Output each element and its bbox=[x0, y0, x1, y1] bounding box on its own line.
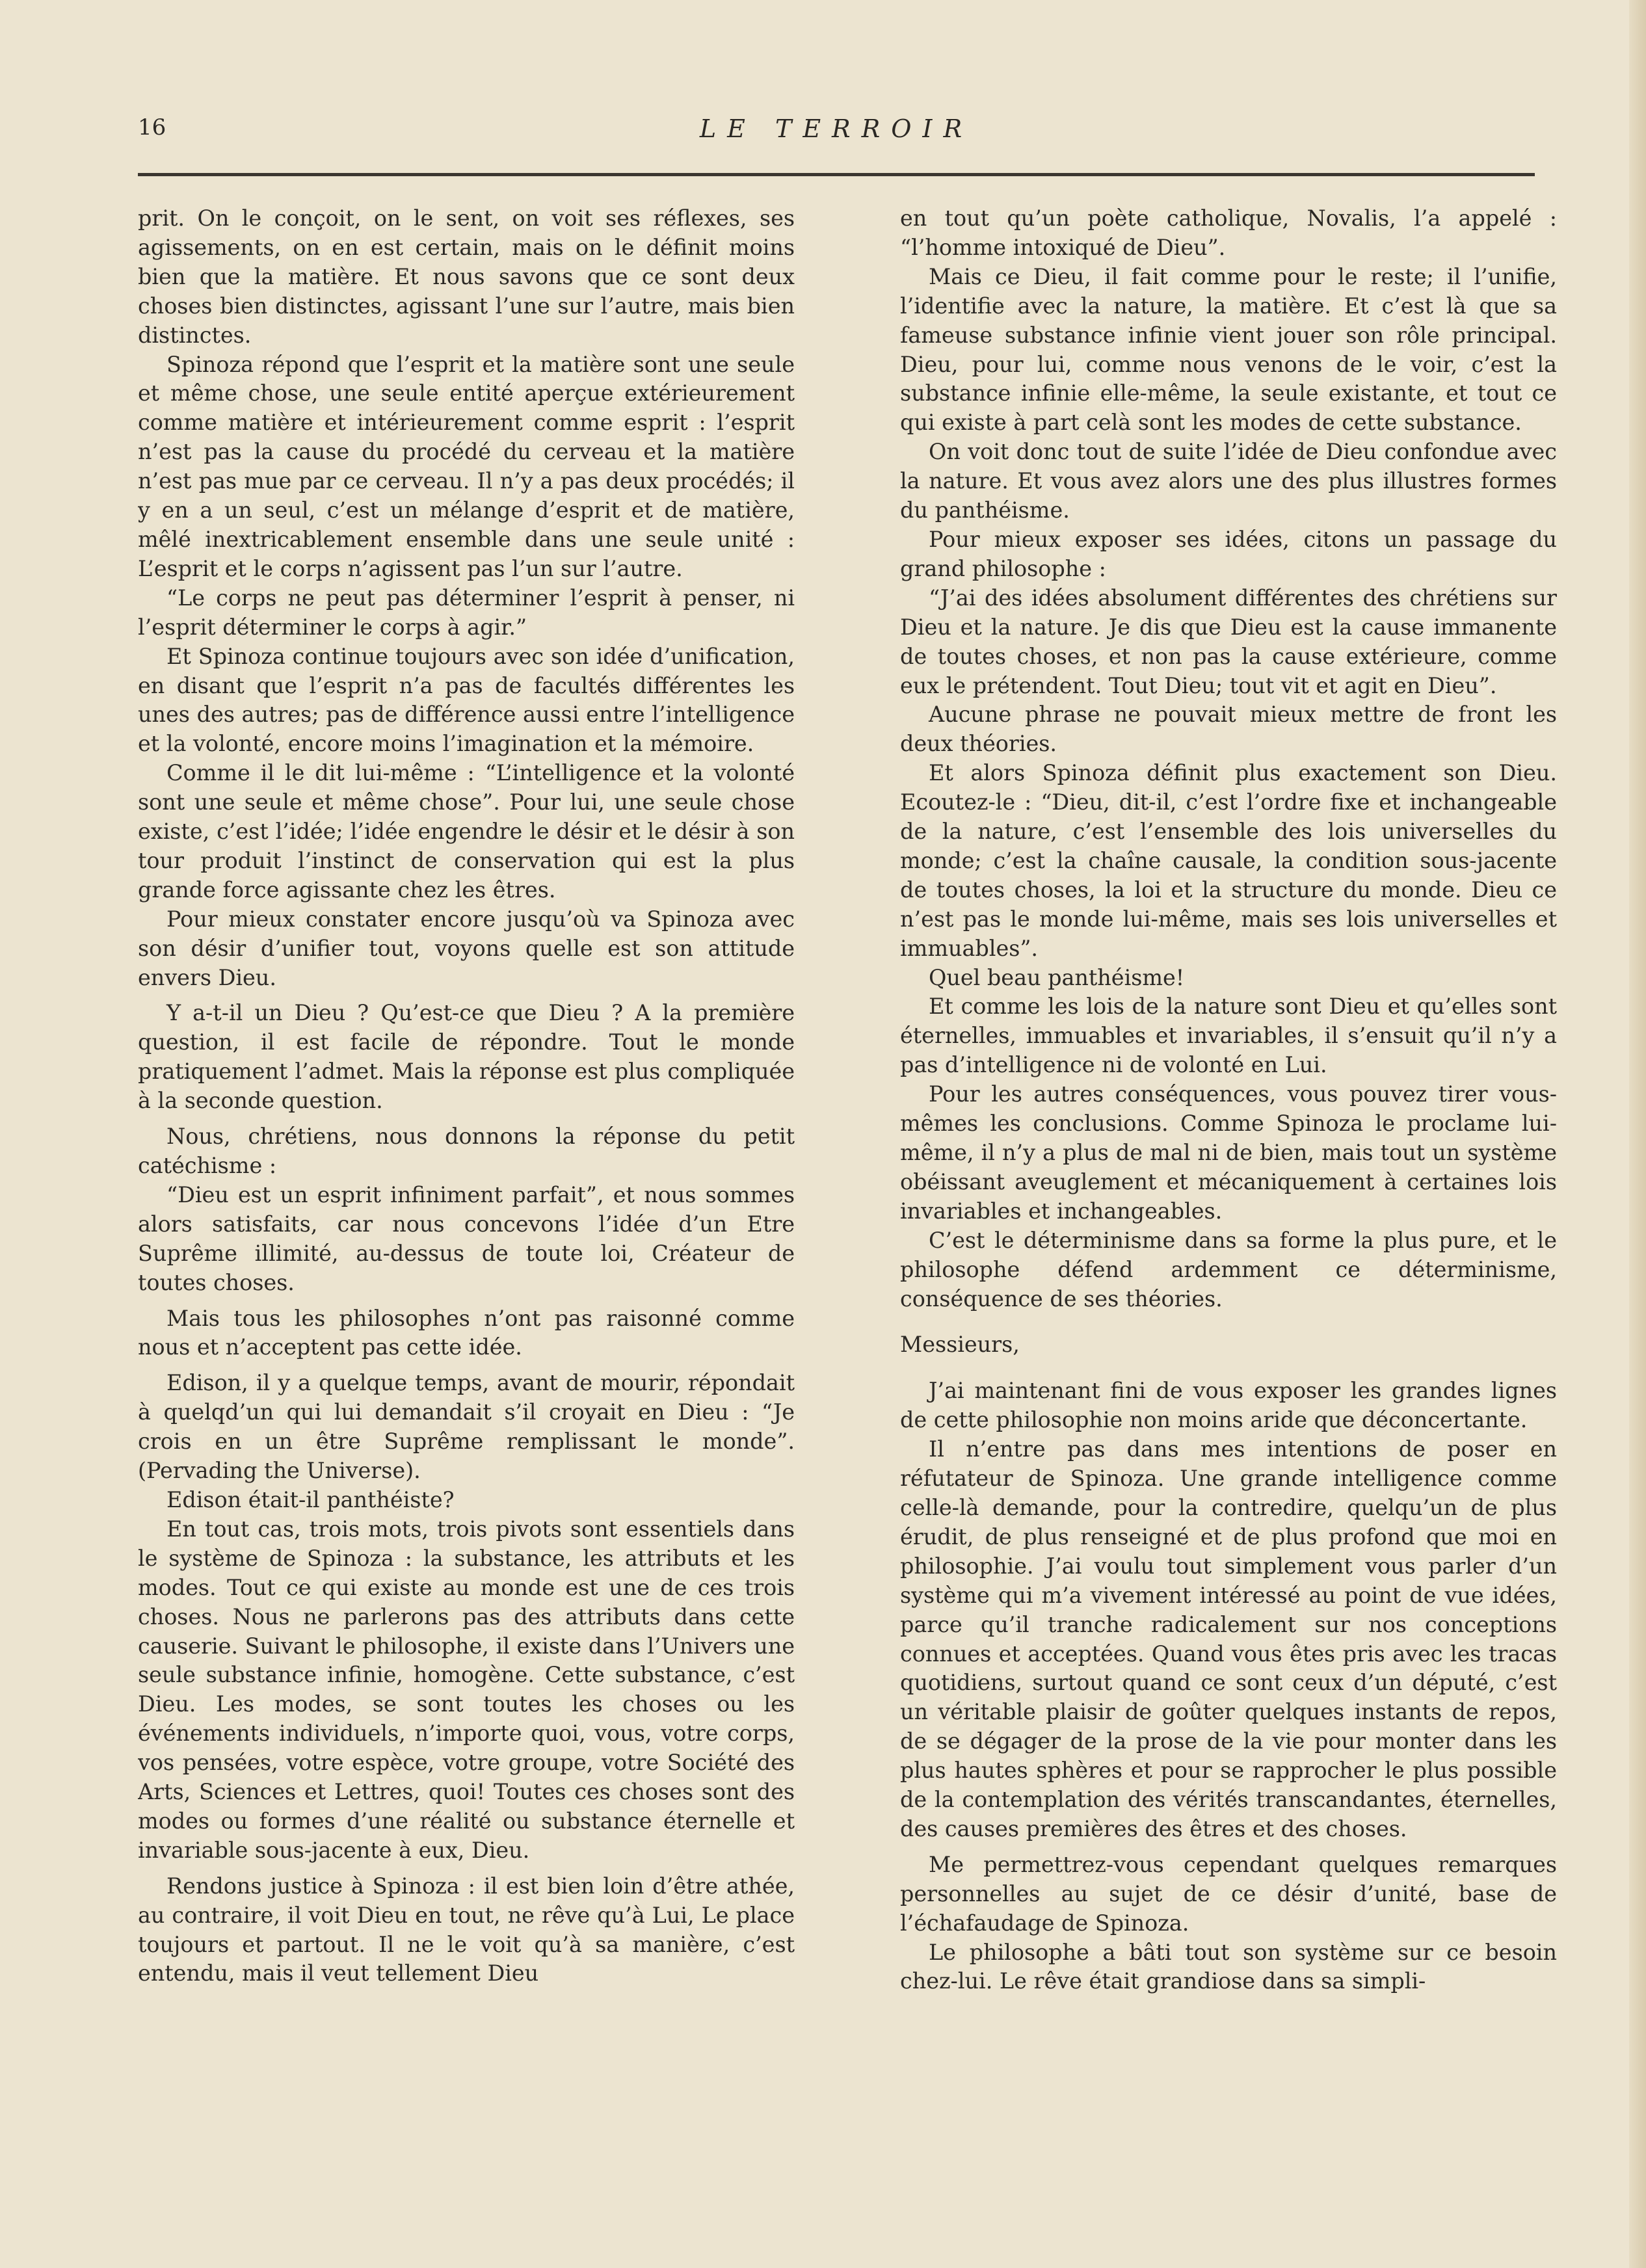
paragraph: Rendons justice à Spinoza : il est bien loin d’être athée, au contraire, il voit Dieu en tout, ne rêve qu’à Lui, Le place toujours et partout. Il ne le voit qu’à sa manière, c’est entendu, mais il veut tellement Dieu bbox=[138, 1873, 795, 1986]
paragraph: Et alors Spinoza définit plus exactement son Dieu. Ecoutez-le : “Dieu, dit-il, c’est l’ordre fixe et inchangeable de la nature, c’est l’ensemble des lois universelles du monde; c’est la chaîne causale, la condition sous-jacente de toutes choses, la loi et la structure du monde. Dieu ce n’est pas le monde lui-même, mais ses lois universelles et immuables”. bbox=[900, 760, 1557, 961]
page-edge bbox=[1629, 0, 1646, 2268]
paragraph: Nous, chrétiens, nous donnons la réponse du petit catéchisme : bbox=[138, 1124, 795, 1178]
paragraph: Me permettrez-vous cependant quelques remarques personnelles au sujet de ce désir d’unité, base de l’échafaudage de Spinoza. bbox=[900, 1851, 1557, 1936]
paragraph: En tout cas, trois mots, trois pivots sont essentiels dans le système de Spinoza : la substance, les attributs et les modes. Tout ce qui existe au monde est une de ces trois choses. Nous ne parlerons pas des attributs dans cette causerie. Suivant le philosophe, il existe dans l’Univers une seule substance infinie, homogène. Cette substance, c’est Dieu. Les modes, se sont toutes les choses ou les événements individuels, n’importe quoi, vous, votre corps, vos pensées, votre espèce, votre groupe, votre Société des Arts, Sciences et Lettres, quoi! Toutes ces choses sont des modes ou formes d’une réalité ou substance éternelle et invariable sous-jacente à eux, Dieu. bbox=[138, 1516, 795, 1863]
header-rule bbox=[138, 173, 1535, 176]
right-column bbox=[900, 204, 1557, 2155]
paragraph: Edison était-il panthéiste? bbox=[166, 1486, 455, 1512]
quote-paragraph: “Dieu est un esprit infiniment parfait”, et nous sommes alors satisfaits, car nous concevons l’idée d’un Etre Suprême illimité, au-dessus de toute loi, Créateur de toutes choses. bbox=[138, 1181, 795, 1295]
paragraph: Pour les autres conséquences, vous pouvez tirer vous-mêmes les conclusions. Comme Spinoza le proclame lui-même, il n’y a plus de mal ni de bien, mais tout un système obéissant aveuglement et mécaniquement à certaines lois invariables et inchangeables. bbox=[900, 1081, 1557, 1224]
paragraph: Pour mieux exposer ses idées, citons un passage du grand philosophe : bbox=[900, 526, 1557, 581]
paragraph: Y a-t-il un Dieu ? Qu’est-ce que Dieu ? A la première question, il est facile de répondre. Tout le monde pratiquement l’admet. Mais la réponse est plus compliquée à la seconde question. bbox=[138, 1000, 795, 1114]
paragraph: Mais tous les philosophes n’ont pas raisonné comme nous et n’acceptent pas cette idée. bbox=[138, 1305, 795, 1360]
paragraph: Le philosophe a bâti tout son système sur ce besoin chez-lui. Le rêve était grandiose dans sa simpli- bbox=[900, 1939, 1557, 1994]
paragraph: Edison, il y a quelque temps, avant de mourir, répondait à quelqd’un qui lui demandait s’il croyait en Dieu : “Je crois en un être Suprême remplissant le monde”. (Pervading the Universe). bbox=[138, 1370, 795, 1484]
paragraph: Il n’entre pas dans mes intentions de poser en réfutateur de Spinoza. Une grande intelligence comme celle-là demande, pour la contredire, quelqu’un de plus érudit, de plus renseigné et de plus profond que moi en philosophie. J’ai voulu tout simplement vous parler d’un système qui m’a vivement intéressé au point de vue idées, parce qu’il tranche radicalement sur nos conceptions connues et acceptées. Quand vous êtes pris avec les tracas quotidiens, surtout quand ce sont ceux d’un député, c’est un véritable plaisir de goûter quelques instants de repos, de se dégager de la prose de la vie pour monter dans les plus hautes sphères et pour se rapprocher le plus possible de la contemplation des vérités transcandantes, éternelles, des causes premières des êtres et des choses. bbox=[900, 1436, 1557, 1841]
paragraph: Quel beau panthéisme! bbox=[929, 964, 1185, 990]
paragraph: On voit donc tout de suite l’idée de Dieu confondue avec la nature. Et vous avez alors une des plus illustres formes du panthéisme. bbox=[900, 439, 1557, 523]
left-column bbox=[138, 204, 795, 2155]
paragraph: prit. On le conçoit, on le sent, on voit ses réflexes, ses agissements, on en est certain, mais on le définit moins bien que la matière. Et nous savons que ce sont deux choses bien distinctes, agissant l’une sur l’autre, mais bien distinctes. bbox=[138, 205, 795, 348]
paragraph: J’ai maintenant fini de vous exposer les grandes lignes de cette philosophie non moins aride que déconcertante. bbox=[900, 1378, 1557, 1433]
paragraph: Pour mieux constater encore jusqu’où va Spinoza avec son désir d’unifier tout, voyons quelle est son attitude envers Dieu. bbox=[138, 906, 795, 990]
salutation: Messieurs, bbox=[900, 1332, 1020, 1358]
paragraph: en tout qu’un poète catholique, Novalis, l’a appelé : “l’homme intoxiqué de Dieu”. bbox=[900, 205, 1557, 260]
quote-paragraph: “J’ai des idées absolument différentes des chrétiens sur Dieu et la nature. Je dis que Dieu est la cause immanente de toutes choses, et non pas la cause extérieure, comme eux le prétendent. Tout Dieu; tout vit et agit en Dieu”. bbox=[900, 585, 1557, 698]
paragraph: C’est le déterminisme dans sa forme la plus pure, et le philosophe défend ardemment ce déterminisme, conséquence de ses théories. bbox=[900, 1227, 1557, 1312]
paragraph: Mais ce Dieu, il fait comme pour le reste; il l’unifie, l’identifie avec la nature, la matière. Et c’est là que sa fameuse substance infinie vient jouer son rôle principal. Dieu, pour lui, comme nous venons de le voir, c’est la substance infinie elle-même, la seule existante, et tout ce qui existe à part celà sont les modes de cette substance. bbox=[900, 263, 1557, 436]
paragraph: Comme il le dit lui-même : “L’intelligence et la volonté sont une seule et même chose”. Pour lui, une seule chose existe, c’est l’idée; l’idée engendre le désir et le désir à son tour produit l’instinct de conservation qui est la plus grande force agissante chez les êtres. bbox=[138, 760, 795, 903]
quote-paragraph: “Le corps ne peut pas déterminer l’esprit à penser, ni l’esprit déterminer le corps à agir.” bbox=[138, 585, 795, 640]
paragraph: Et comme les lois de la nature sont Dieu et qu’elles sont éternelles, immuables et invariables, il s’ensuit qu’il n’y a pas d’intelligence ni de volonté en Lui. bbox=[900, 994, 1557, 1078]
page-header bbox=[138, 114, 1535, 153]
paragraph: Et Spinoza continue toujours avec son idée d’unification, en disant que l’esprit n’a pas de facultés différentes les unes des autres; pas de différence aussi entre l’intelligence et la volonté, encore moins l’imagination et la mémoire. bbox=[138, 643, 795, 757]
paragraph: Spinoza répond que l’esprit et la matière sont une seule et même chose, une seule entité aperçue extérieurement comme matière et intérieurement comme esprit : l’esprit n’est pas la cause du procédé du cerveau et la matière n’est pas mue par ce cerveau. Il n’y a pas deux procédés; il y en a un seul, c’est un mélange d’esprit et de matière, mêlé inextricablement ensemble dans une seule unité : L’esprit et le corps n’agissent pas l’un sur l’autre. bbox=[138, 351, 795, 581]
paragraph: Aucune phrase ne pouvait mieux mettre de front les deux théories. bbox=[900, 702, 1557, 757]
journal-title: LE TERROIR bbox=[699, 114, 974, 143]
page-number: 16 bbox=[138, 114, 166, 140]
